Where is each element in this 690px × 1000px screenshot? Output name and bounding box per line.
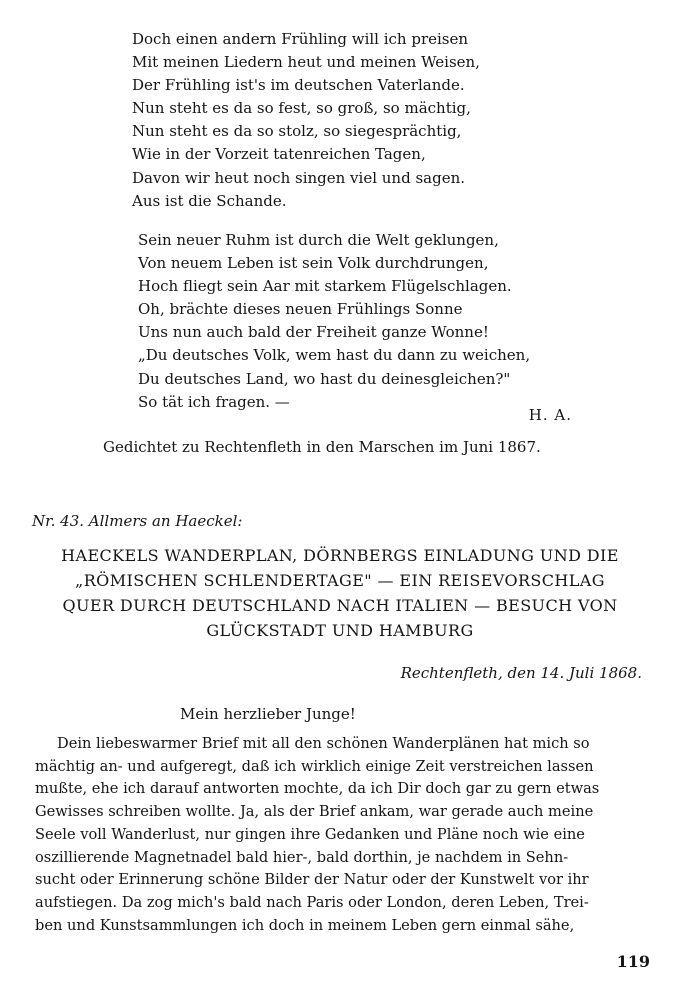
poem-line: Davon wir heut noch singen viel und sagen. (132, 168, 466, 187)
letter-number: Nr. 43. Allmers an Haeckel: (32, 512, 243, 530)
poem-line: Hoch fliegt sein Aar mit starkem Flügelschlagen. (138, 277, 512, 296)
poem-line: Von neuem Leben ist sein Volk durchdrungen, (138, 254, 489, 273)
letter-title-line: QUER DURCH DEUTSCHLAND NACH ITALIEN — BESUCH VON (62, 596, 618, 615)
letter-place-date: Rechtenfleth, den 14. Juli 1868. (400, 664, 642, 682)
page-number: 119 (616, 952, 650, 971)
poem-line: „Du deutsches Volk, wem hast du dann zu weichen, (138, 346, 531, 365)
letter-body (35, 733, 650, 937)
letter-title-line: „RÖMISCHEN SCHLENDERTAGE" — EIN REISEVORSCHLAG (75, 571, 605, 590)
body-line: aufstiegen. Da zog mich's bald nach Paris oder London, deren Leben, Trei- (35, 893, 589, 911)
poem-line: Uns nun auch bald der Freiheit ganze Wonne! (138, 323, 489, 342)
poem-line: Mit meinen Liedern heut und meinen Weisen, (132, 53, 480, 72)
body-line: Dein liebeswarmer Brief mit all den schönen Wanderplänen hat mich so (57, 735, 590, 752)
letter-title-line: HAECKELS WANDERPLAN, DÖRNBERGS EINLADUNG UND DIE (61, 546, 619, 565)
poem-line: Sein neuer Ruhm ist durch die Welt geklungen, (138, 231, 499, 249)
poem-dateline: Gedichtet zu Rechtenfleth in den Marschen im Juni 1867. (103, 438, 541, 456)
body-line: oszillierende Magnetnadel bald hier-, bald dorthin, je nachdem in Sehn- (35, 848, 569, 866)
letter-title (30, 543, 650, 643)
poem-stanza-2 (138, 229, 530, 414)
poem-line: Der Frühling ist's im deutschen Vaterlande. (132, 76, 465, 95)
poem-line: Wie in der Vorzeit tatenreichen Tagen, (132, 145, 426, 164)
body-line: ben und Kunstsammlungen ich doch in meinem Leben gern einmal sähe, (35, 916, 575, 934)
poem-signature: H. A. (528, 406, 572, 424)
body-line: Gewisses schreiben wollte. Ja, als der Brief ankam, war gerade auch meine (35, 803, 594, 821)
poem-line: So tät ich fragen. — (138, 392, 290, 411)
letter-title-line: GLÜCKSTADT UND HAMBURG (206, 621, 474, 640)
letter-salutation: Mein herzlieber Junge! (180, 705, 356, 723)
body-line: Seele voll Wanderlust, nur gingen ihre Gedanken und Pläne noch wie eine (35, 825, 585, 843)
body-line: mußte, ehe ich darauf antworten mochte, da ich Dir doch gar zu gern etwas (35, 780, 600, 798)
poem-line: Aus ist die Schande. (132, 191, 287, 210)
body-line: sucht oder Erinnerung schöne Bilder der Natur oder der Kunstwelt vor ihr (35, 871, 589, 889)
poem-line: Doch einen andern Frühling will ich preisen (132, 30, 469, 48)
poem-line: Nun steht es da so fest, so groß, so mächtig, (132, 99, 471, 118)
poem-line: Du deutsches Land, wo hast du deinesgleichen?" (138, 369, 511, 388)
poem-stanza-1 (132, 28, 480, 213)
poem-line: Oh, brächte dieses neuen Frühlings Sonne (138, 300, 463, 319)
poem-line: Nun steht es da so stolz, so siegesprächtig, (132, 122, 462, 141)
body-line: mächtig an- und aufgeregt, daß ich wirklich einige Zeit verstreichen lassen (35, 757, 594, 775)
